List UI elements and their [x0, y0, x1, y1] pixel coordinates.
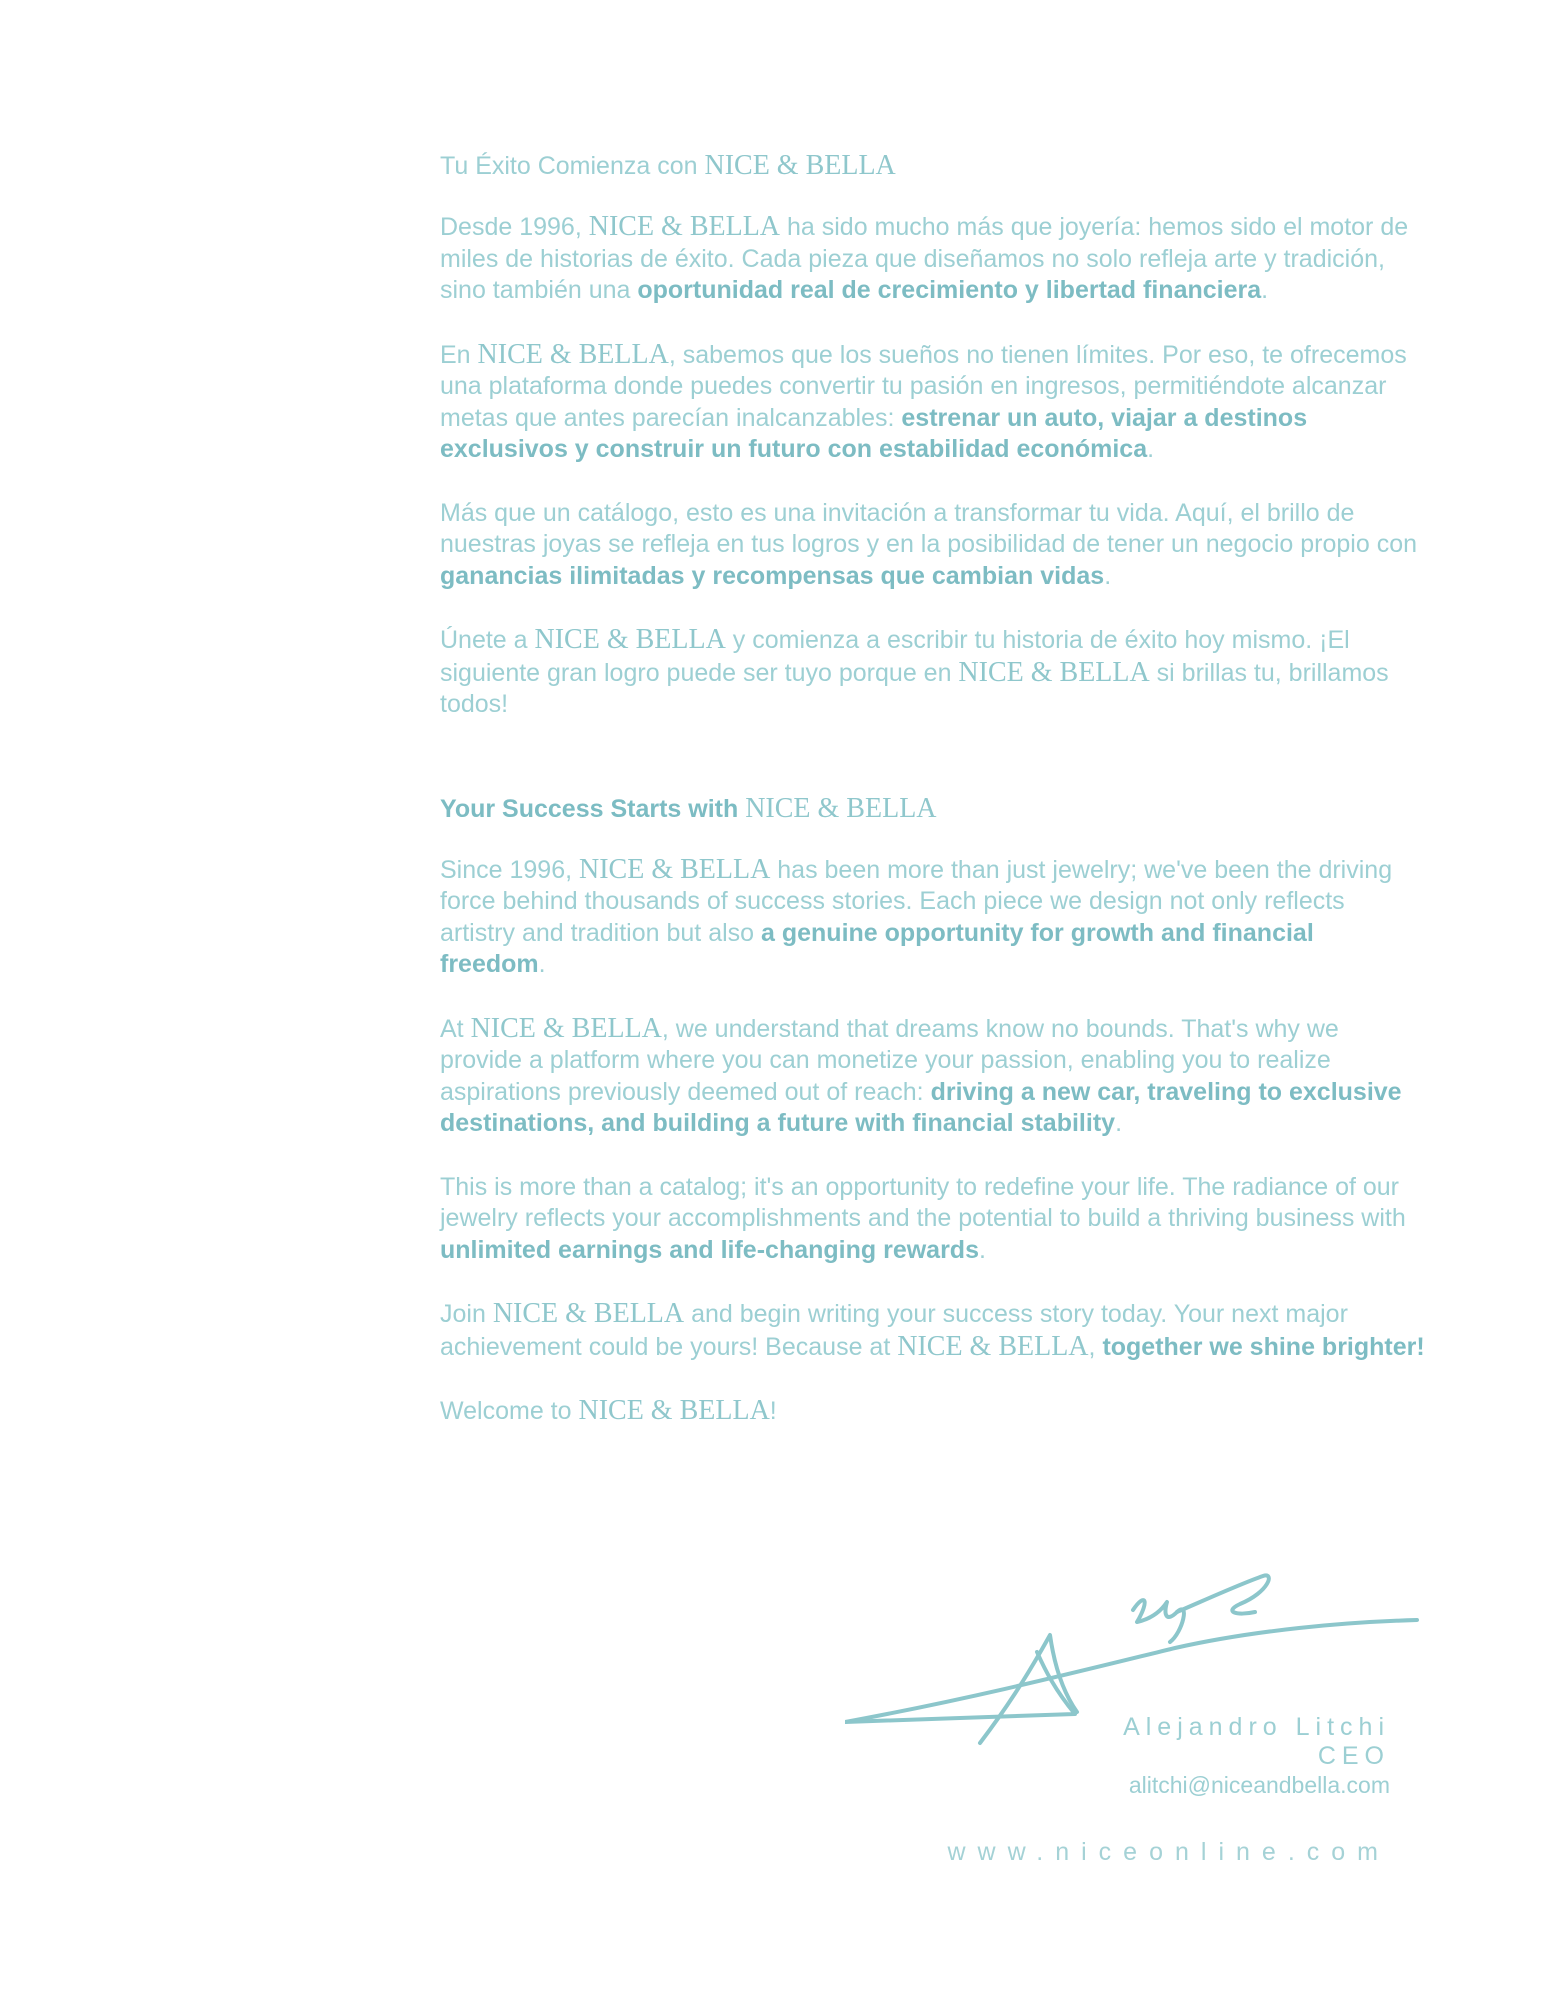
brand-name: NICE & BELLA	[579, 853, 771, 885]
brand-name: NICE & BELLA	[578, 1395, 770, 1426]
brand-name: NICE & BELLA	[534, 624, 726, 655]
signer-name: Alejandro Litchi	[1123, 1713, 1390, 1741]
heading-es	[440, 150, 1425, 182]
letter-body	[440, 150, 1425, 1460]
signer-email[interactable]: alitchi@niceandbella.com	[1128, 1772, 1390, 1798]
website-link[interactable]: www.niceonline.com	[947, 1838, 1390, 1866]
heading-en-text: Your Success Starts with	[440, 794, 746, 823]
paragraph-es-2: En NICE & BELLA, sabemos que los sueños no tienen límites. Por eso, te ofrecemos una plataforma donde puedes convertir tu pasión en ingresos, permitiéndote alcanzar metas que antes parecían inalcanzables: estrenar un auto, viajar a destinos exclusivos y construir un futuro con estabilidad económica.	[440, 338, 1407, 463]
signer-title: CEO	[1317, 1742, 1390, 1770]
highlight-text: a genuine opportunity for growth and financial freedom	[440, 918, 1314, 978]
brand-name: NICE & BELLA	[704, 150, 896, 181]
paragraph-en-2: At NICE & BELLA, we understand that dreams know no bounds. That's why we provide a platform where you can monetize your passion, enabling you to realize aspirations previously deemed out of reach: driving a new car, traveling to exclusive destinations, and building a future with financial stability.	[440, 1012, 1402, 1137]
brand-name: NICE & BELLA	[958, 656, 1150, 688]
paragraph-en-1: Since 1996, NICE & BELLA has been more than just jewelry; we've been the driving force behind thousands of success stories. Each piece we design not only reflects artistry and tradition but also a genuine opportunity for growth and financial freedom.	[440, 853, 1393, 978]
paragraph-en-5: Welcome to NICE & BELLA!	[440, 1395, 777, 1426]
paragraph-es-4: Únete a NICE & BELLA y comienza a escribir tu historia de éxito hoy mismo. ¡El siguiente gran logro puede ser tuyo porque en NICE & BELLA si brillas tu, brillamos todos!	[440, 624, 1389, 718]
section-spacer	[440, 753, 1425, 793]
highlight-text: ganancias ilimitadas y recompensas que cambian vidas	[440, 561, 1105, 590]
brand-name: NICE & BELLA	[492, 1298, 685, 1329]
brand-name: NICE & BELLA	[588, 211, 781, 242]
paragraph-en-4: Join NICE & BELLA and begin writing your success story today. Your next major achievement could be yours! Because at NICE & BELLA, together we shine brighter!	[440, 1298, 1425, 1362]
highlight-text: together we shine brighter!	[1102, 1332, 1425, 1361]
paragraph-es-1: Desde 1996, NICE & BELLA ha sido mucho más que joyería: hemos sido el motor de miles de historias de éxito. Cada pieza que diseñamos no solo refleja arte y tradición, sino también una oportunidad real de crecimiento y libertad financiera.	[440, 211, 1409, 304]
brand-name: NICE & BELLA	[477, 338, 669, 370]
brand-name: NICE & BELLA	[745, 792, 937, 824]
heading-en	[440, 793, 1425, 825]
highlight-text: oportunidad real de crecimiento y libertad financiera	[637, 276, 1262, 304]
paragraph-en-3: This is more than a catalog; it's an opportunity to redefine your life. The radiance of our jewelry reflects your accomplishments and the potential to build a thriving business with unlimited earnings and life-changing rewards.	[440, 1172, 1406, 1264]
signature-block	[1123, 1712, 1390, 1800]
paragraph-es-3: Más que un catálogo, esto es una invitación a transformar tu vida. Aquí, el brillo de nuestras joyas se refleja en tus logros y en la posibilidad de tener un negocio propio con ganancias ilimitadas y recompensas que cambian vidas.	[440, 498, 1418, 590]
highlight-text: estrenar un auto, viajar a destinos exclusivos y construir un futuro con estabilidad económica	[440, 403, 1308, 463]
brand-name: NICE & BELLA	[897, 1330, 1089, 1362]
highlight-text: unlimited earnings and life-changing rewards	[440, 1235, 979, 1264]
brand-name: NICE & BELLA	[470, 1012, 662, 1044]
heading-es-text: Tu Éxito Comienza con	[440, 152, 705, 180]
highlight-text: driving a new car, traveling to exclusive destinations, and building a future with financial stability	[440, 1077, 1402, 1137]
